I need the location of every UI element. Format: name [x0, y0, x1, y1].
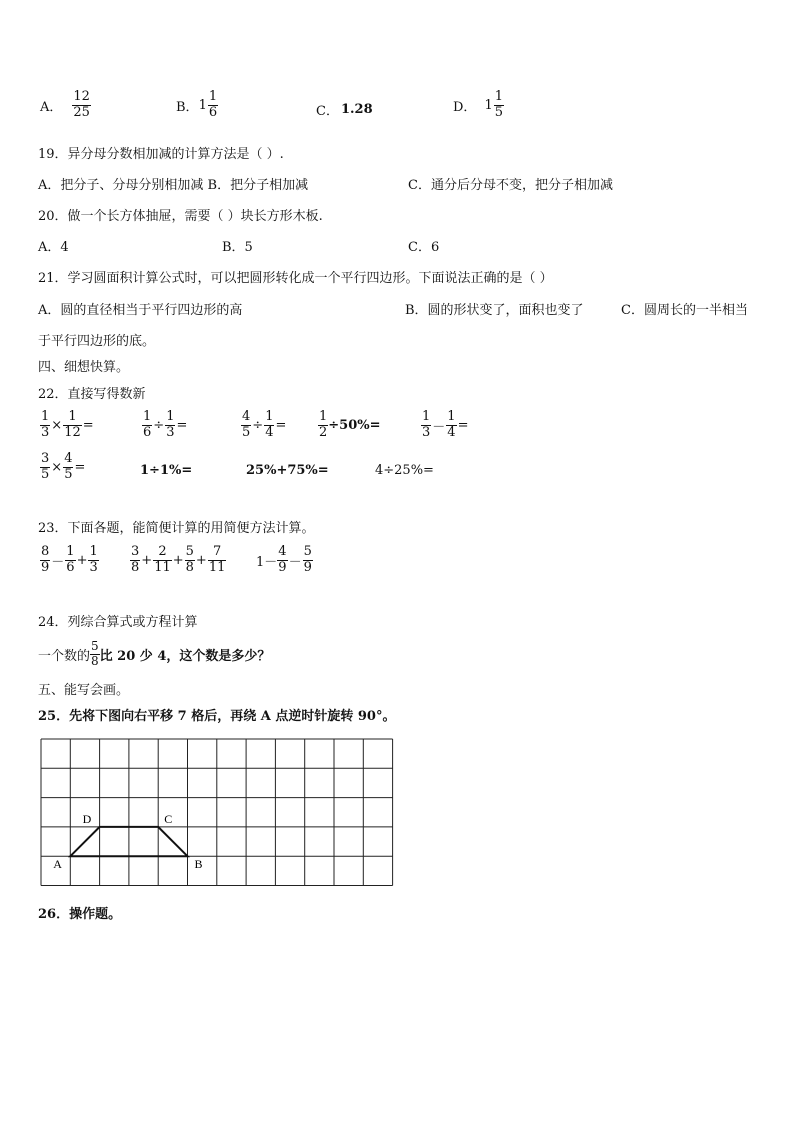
expression — [421, 410, 469, 441]
point-a-label: A — [53, 857, 62, 872]
fraction: $\frac{1}{5}$ — [494, 89, 503, 120]
option-letter: B． — [176, 99, 199, 115]
point-c-label: C — [164, 811, 173, 826]
option-c-row — [316, 100, 373, 119]
fraction: $\frac{1}{4}$ — [447, 409, 456, 440]
option-letter: A． — [40, 99, 63, 115]
fraction: $\frac{1}{6}$ — [66, 544, 75, 575]
operator: + — [141, 552, 153, 568]
section-heading: 五、能写会画。 — [38, 683, 130, 698]
expression: 25%+75%= — [246, 463, 329, 478]
fraction: $\frac{1}{3}$ — [89, 544, 98, 575]
expression — [142, 410, 188, 441]
fraction: $\frac{3}{8}$ — [131, 544, 140, 575]
question-20-option-b: B．5 — [222, 240, 253, 255]
fraction: $\frac{4}{5}$ — [64, 451, 73, 482]
question-25-stem: 25．先将下图向右平移 7 格后，再绕 A 点逆时针旋转 90°。 — [38, 709, 396, 724]
option-letter: D． — [453, 99, 477, 115]
operator: + — [172, 552, 184, 568]
question-20-stem: 20．做一个长方体抽屉，需要（ ）块长方形木板. — [38, 209, 323, 224]
option-b-row — [176, 90, 218, 121]
operator: + — [76, 552, 88, 568]
fraction: $\frac{7}{11}$ — [208, 544, 226, 575]
fraction: $\frac{5}{9}$ — [303, 544, 312, 575]
expression-tail: ÷50%= — [328, 417, 381, 433]
operator: － — [432, 419, 446, 435]
equals: = — [275, 417, 287, 433]
mixed-number: 1 $\frac{1}{6}$ — [198, 89, 218, 120]
grid-figure — [40, 738, 396, 892]
equals: = — [74, 459, 86, 475]
equals: = — [176, 417, 188, 433]
question-21-option-c: C．圆周长的一半相当 — [621, 303, 748, 318]
expression — [256, 545, 313, 576]
operator: ÷ — [153, 417, 165, 433]
fraction: $\frac{1}{3}$ — [41, 409, 50, 440]
mixed-number: 1 $\frac{1}{5}$ — [484, 89, 503, 120]
option-d-row — [453, 90, 504, 121]
fraction: $\frac{1}{2}$ — [319, 409, 328, 440]
fraction: $\frac{4}{9}$ — [278, 544, 287, 575]
section-heading: 四、细想快算。 — [38, 360, 130, 375]
question-19-stem: 19．异分母分数相加减的计算方法是（ ）. — [38, 147, 284, 162]
operator: + — [195, 552, 207, 568]
question-24-body: 一个数的 $\frac{5}{8}$ 比 20 少 4，这个数是多少？ — [38, 639, 271, 668]
fraction: $\frac{8}{9}$ — [41, 544, 50, 575]
fraction: $\frac{1}{12}$ — [64, 409, 81, 440]
expression-lead: 1－ — [256, 554, 278, 570]
question-20-option-a: A．4 — [38, 240, 69, 255]
fraction: $\frac{5}{8}$ — [91, 639, 99, 668]
fraction: $\frac{2}{11}$ — [154, 544, 171, 575]
option-a-row — [40, 90, 91, 121]
expression — [318, 410, 381, 441]
fraction: $\frac{5}{8}$ — [185, 544, 194, 575]
operator: ÷ — [252, 417, 264, 433]
fraction: $\frac{1}{6}$ — [143, 409, 152, 440]
expression — [241, 410, 287, 441]
question-22-stem: 22．直接写得数新 — [38, 387, 146, 402]
question-19-option-ab: A．把分子、分母分别相加减 B．把分子相加减 — [38, 178, 309, 193]
expression: 4÷25%= — [375, 463, 434, 478]
grid-lines — [41, 739, 393, 886]
question-21-option-c-continued: 于平行四边形的底。 — [38, 334, 156, 349]
question-20-option-c: C．6 — [408, 240, 440, 255]
equals: = — [82, 417, 94, 433]
expression — [40, 410, 95, 441]
question-19-option-c: C．通分后分母不变，把分子相加减 — [408, 178, 613, 193]
operator: × — [51, 459, 63, 475]
equals: = — [457, 417, 469, 433]
question-26-stem: 26．操作题。 — [38, 907, 122, 922]
question-24-stem: 24．列综合算式或方程计算 — [38, 615, 198, 630]
operator: × — [51, 417, 63, 433]
expression: 1÷1%= — [140, 463, 193, 478]
question-21-stem: 21．学习圆面积计算公式时，可以把圆形转化成一个平行四边形。下面说法正确的是（ ） — [38, 271, 553, 286]
fraction: $\frac{4}{5}$ — [242, 409, 251, 440]
question-21-option-a: A．圆的直径相当于平行四边形的高 — [38, 303, 243, 318]
fraction: $\frac{1}{6}$ — [208, 89, 218, 120]
operator: － — [288, 554, 302, 570]
operator: － — [51, 554, 65, 570]
point-d-label: D — [82, 811, 92, 826]
expression — [40, 452, 86, 483]
fraction: $\frac{1}{3}$ — [166, 409, 175, 440]
option-letter: C． — [316, 104, 339, 119]
fraction: $\frac{3}{5}$ — [41, 451, 50, 482]
fraction: $\frac{1}{3}$ — [422, 409, 431, 440]
expression — [40, 545, 99, 576]
fraction: $\frac{12}{25}$ — [73, 89, 90, 120]
question-21-option-b: B．圆的形状变了，面积也变了 — [405, 303, 584, 318]
point-b-label: B — [194, 857, 203, 872]
option-value: 1.28 — [340, 102, 373, 117]
question-23-stem: 23．下面各题，能简便计算的用简便方法计算。 — [38, 521, 315, 536]
expression — [130, 545, 226, 576]
fraction: $\frac{1}{4}$ — [265, 409, 274, 440]
